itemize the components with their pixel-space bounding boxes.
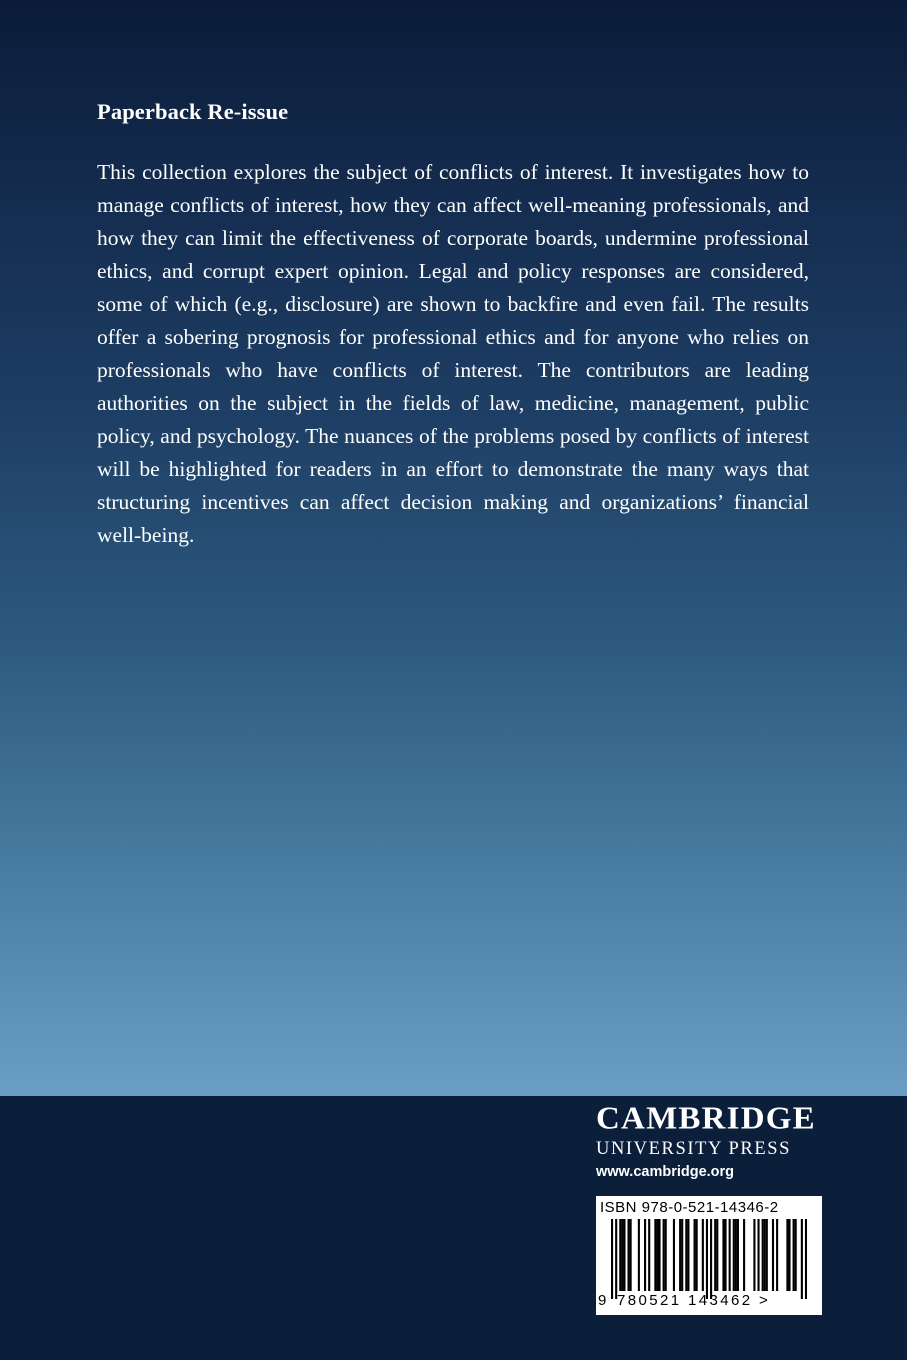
edition-label: Paperback Re-issue [97,99,289,124]
barcode-bar [710,1219,712,1299]
barcode-bar [772,1219,774,1291]
barcode-bar [776,1219,778,1291]
publisher-url: www.cambridge.org [596,1164,735,1180]
barcode-bar [788,1219,790,1291]
barcode-bar [801,1219,803,1299]
barcode-bar [737,1219,739,1291]
barcode-bar [714,1219,716,1291]
barcode-bar [685,1219,687,1291]
barcode-bar [743,1219,745,1291]
description-paragraph: This collection explores the subject of conflicts of interest. It investigates how to manage conflicts of interest, how they can affect well-meaning professionals, and how they can limit the effectiveness of corporate boards, undermine professional ethics, and corrupt expert opinion. Legal and policy responses are considered, some of which (e.g., disclosure) are shown to backfire and even fail. The results offer a sobering prognosis for professional ethics and for anyone who relies on professionals who have conflicts of interest. The contributors are leading authorities on the subject in the fields of law, medicine, management, public policy, and psychology. The nuances of the problems posed by conflicts of interest will be highlighted for readers in an effort to demonstrate the many ways that structuring incentives can affect decision making and organizations’ financial well-being. [97,160,809,547]
barcode-bar [679,1219,681,1291]
barcode-bar [757,1219,759,1291]
barcode-bar [694,1219,696,1291]
barcode-bar [611,1219,613,1299]
barcode-bar [735,1219,737,1291]
barcode-bar [621,1219,623,1291]
barcode-bar [753,1219,755,1291]
barcode-bar [656,1219,658,1291]
barcode-bar [706,1219,708,1299]
barcode-bar [766,1219,768,1291]
barcode-bar [722,1219,724,1291]
barcode-bar [729,1219,731,1291]
barcode-digits: 780521 143462 > [617,1292,771,1309]
barcode-bar [687,1219,689,1291]
isbn-barcode [596,1196,822,1315]
isbn-number: ISBN 978-0-521-14346-2 [600,1199,779,1216]
barcode-bar [716,1219,718,1291]
publisher-subtitle: UNIVERSITY PRESS [596,1139,792,1159]
barcode-bar [658,1219,660,1291]
barcode-bar [702,1219,704,1291]
barcode-bar [648,1219,650,1291]
barcode-bar [681,1219,683,1291]
barcode-bar [793,1219,795,1291]
barcode-bar [673,1219,675,1291]
barcode-bar [665,1219,667,1291]
barcode-bar [733,1219,735,1291]
barcode-bar [628,1219,630,1291]
barcode-bar [615,1219,617,1299]
barcode-bar [764,1219,766,1291]
barcode-bars [611,1219,807,1299]
barcode-first-digit: 9 [598,1292,607,1309]
book-description [97,156,809,552]
publisher-name: CAMBRIDGE [596,1102,816,1137]
barcode-bar [805,1219,807,1299]
barcode-bar [623,1219,625,1291]
barcode-bar [663,1219,665,1291]
publisher-logo [596,1103,826,1180]
barcode-bar [638,1219,640,1291]
barcode-bar [654,1219,656,1291]
barcode-bar [619,1219,621,1291]
barcode-bar [795,1219,797,1291]
barcode-bar [644,1219,646,1291]
barcode-bar [786,1219,788,1291]
barcode-bar [630,1219,632,1291]
barcode-bar [696,1219,698,1291]
barcode-bar [762,1219,764,1291]
barcode-bar [724,1219,726,1291]
